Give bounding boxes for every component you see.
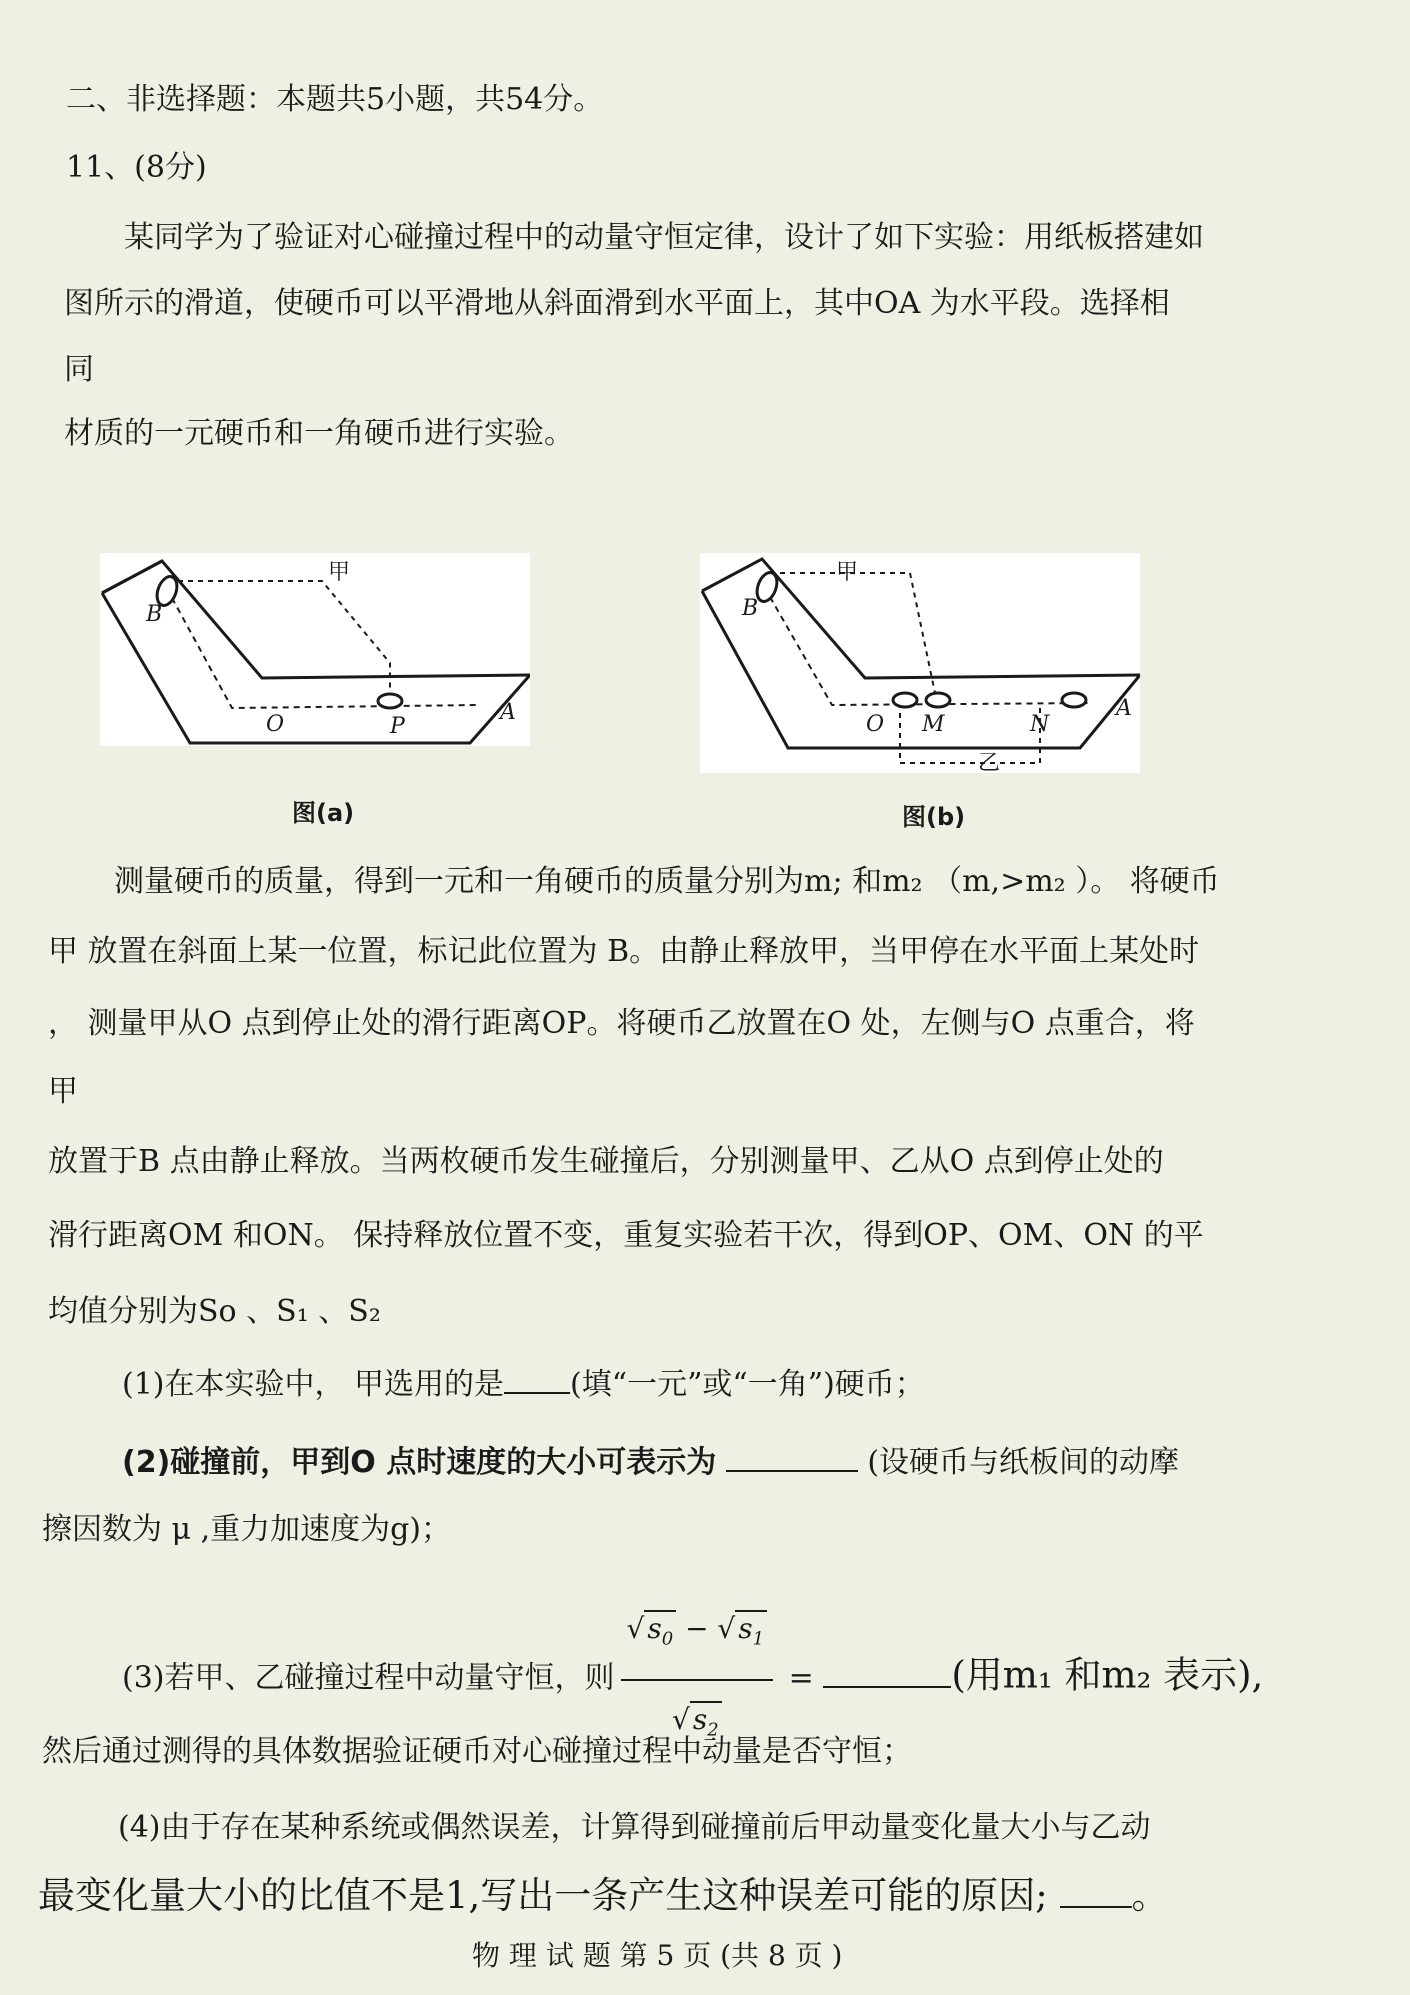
figure-b-label-a: A [1116, 696, 1132, 721]
figure-b-label-m: M [922, 712, 945, 737]
intro-line-1: 某同学为了验证对心碰撞过程中的动量守恒定律，设计了如下实验：用纸板搭建如 [124, 220, 1204, 255]
figure-b-label-yi: 乙 [978, 751, 1001, 773]
figure-a [100, 553, 530, 746]
body-line-2: 甲 放置在斜面上某一位置，标记此位置为 B。由静止释放甲，当甲停在水平面上某处时 [48, 934, 1200, 969]
body-line-6: 滑行距离OM 和ON。 保持释放位置不变，重复实验若干次，得到OP、OM、ON 的平 [48, 1218, 1204, 1253]
answer-blank-3[interactable] [823, 1656, 951, 1688]
body-line-5: 放置于B 点由静止释放。当两枚硬币发生碰撞后，分别测量甲、乙从O 点到停止处的 [48, 1144, 1164, 1179]
body-line-3: ， 测量甲从O 点到停止处的滑行距离OP。将硬币乙放置在O 处，左侧与O 点重合，将 [48, 1006, 1195, 1041]
answer-blank-2[interactable] [726, 1440, 858, 1472]
figure-a-diagram [100, 553, 530, 746]
question-2-text: (2)碰撞前，甲到O 点时速度的大小可表示为 [122, 1445, 717, 1480]
figure-a-label-p: P [390, 714, 405, 739]
question-3-text: (3)若甲、乙碰撞过程中动量守恒，则 [122, 1660, 615, 1696]
figure-b-diagram [700, 553, 1140, 773]
figure-b [700, 553, 1140, 773]
intro-line-3: 同 [64, 352, 94, 387]
figure-a-caption: 图(a) [292, 799, 355, 827]
figure-a-label-a: A [500, 700, 516, 725]
ratio-formula: $\frac{√ s_0 - √ s_1}{√ s_2}$ [621, 1594, 774, 1765]
intro-line-2: 图所示的滑道，使硬币可以平滑地从斜面滑到水平面上，其中OA 为水平段。选择相 [64, 286, 1170, 321]
question-1 [122, 1362, 925, 1405]
question-4-line-2 [38, 1876, 1169, 1916]
question-1-text: (1)在本实验中， 甲选用的是 [122, 1367, 505, 1402]
question-2-line-2: 擦因数为 μ ,重力加速度为g)； [42, 1512, 452, 1547]
figure-a-label-o: O [266, 712, 285, 737]
intro-line-4: 材质的一元硬币和一角硬币进行实验。 [64, 416, 574, 451]
page-footer: 物 理 试 题 第 5 页 (共 8 页 ) [472, 1939, 843, 1972]
body-line-1: 测量硬币的质量，得到一元和一角硬币的质量分别为m; 和m₂ （m,>m₂ ）。 将硬币 [114, 864, 1220, 899]
question-2-suffix: (设硬币与纸板间的动摩 [867, 1445, 1180, 1480]
answer-blank-1[interactable] [504, 1362, 570, 1394]
figure-b-caption: 图(b) [902, 803, 966, 831]
question-4-text: 最变化量大小的比值不是1,写出一条产生这种误差可能的原因; [38, 1874, 1048, 1917]
body-line-7: 均值分别为So 、S₁ 、S₂ [48, 1294, 381, 1329]
section-title: 二、非选择题：本题共5小题，共54分。 [66, 82, 604, 117]
question-2 [122, 1440, 1179, 1483]
answer-blank-4[interactable] [1060, 1876, 1132, 1908]
figure-a-label-b: B [146, 602, 163, 627]
question-3-suffix: (用m₁ 和m₂ 表示), [951, 1653, 1264, 1697]
body-line-4: 甲 [48, 1074, 78, 1109]
question-1-suffix: (填“一元”或“一角”)硬币； [570, 1367, 925, 1402]
figure-b-label-n: N [1030, 712, 1050, 737]
question-3-line-2: 然后通过测得的具体数据验证硬币对心碰撞过程中动量是否守恒； [42, 1734, 912, 1769]
figure-b-label-jia: 甲 [836, 560, 859, 585]
figure-b-label-o: O [866, 712, 885, 737]
figure-b-label-b: B [742, 596, 759, 621]
question-3: (3)若甲、乙碰撞过程中动量守恒，则 $\frac{√ s_0 - √ s_1}{√ s_2}$ = (用m₁ 和m₂ 表示), [122, 1594, 1263, 1765]
question-4-line-1: (4)由于存在某种系统或偶然误差，计算得到碰撞前后甲动量变化量大小与乙动 [118, 1810, 1151, 1845]
question-number: 11、(8分) [66, 150, 207, 185]
figure-a-label-jia: 甲 [328, 560, 351, 585]
question-4-end: 。 [1131, 1874, 1169, 1917]
